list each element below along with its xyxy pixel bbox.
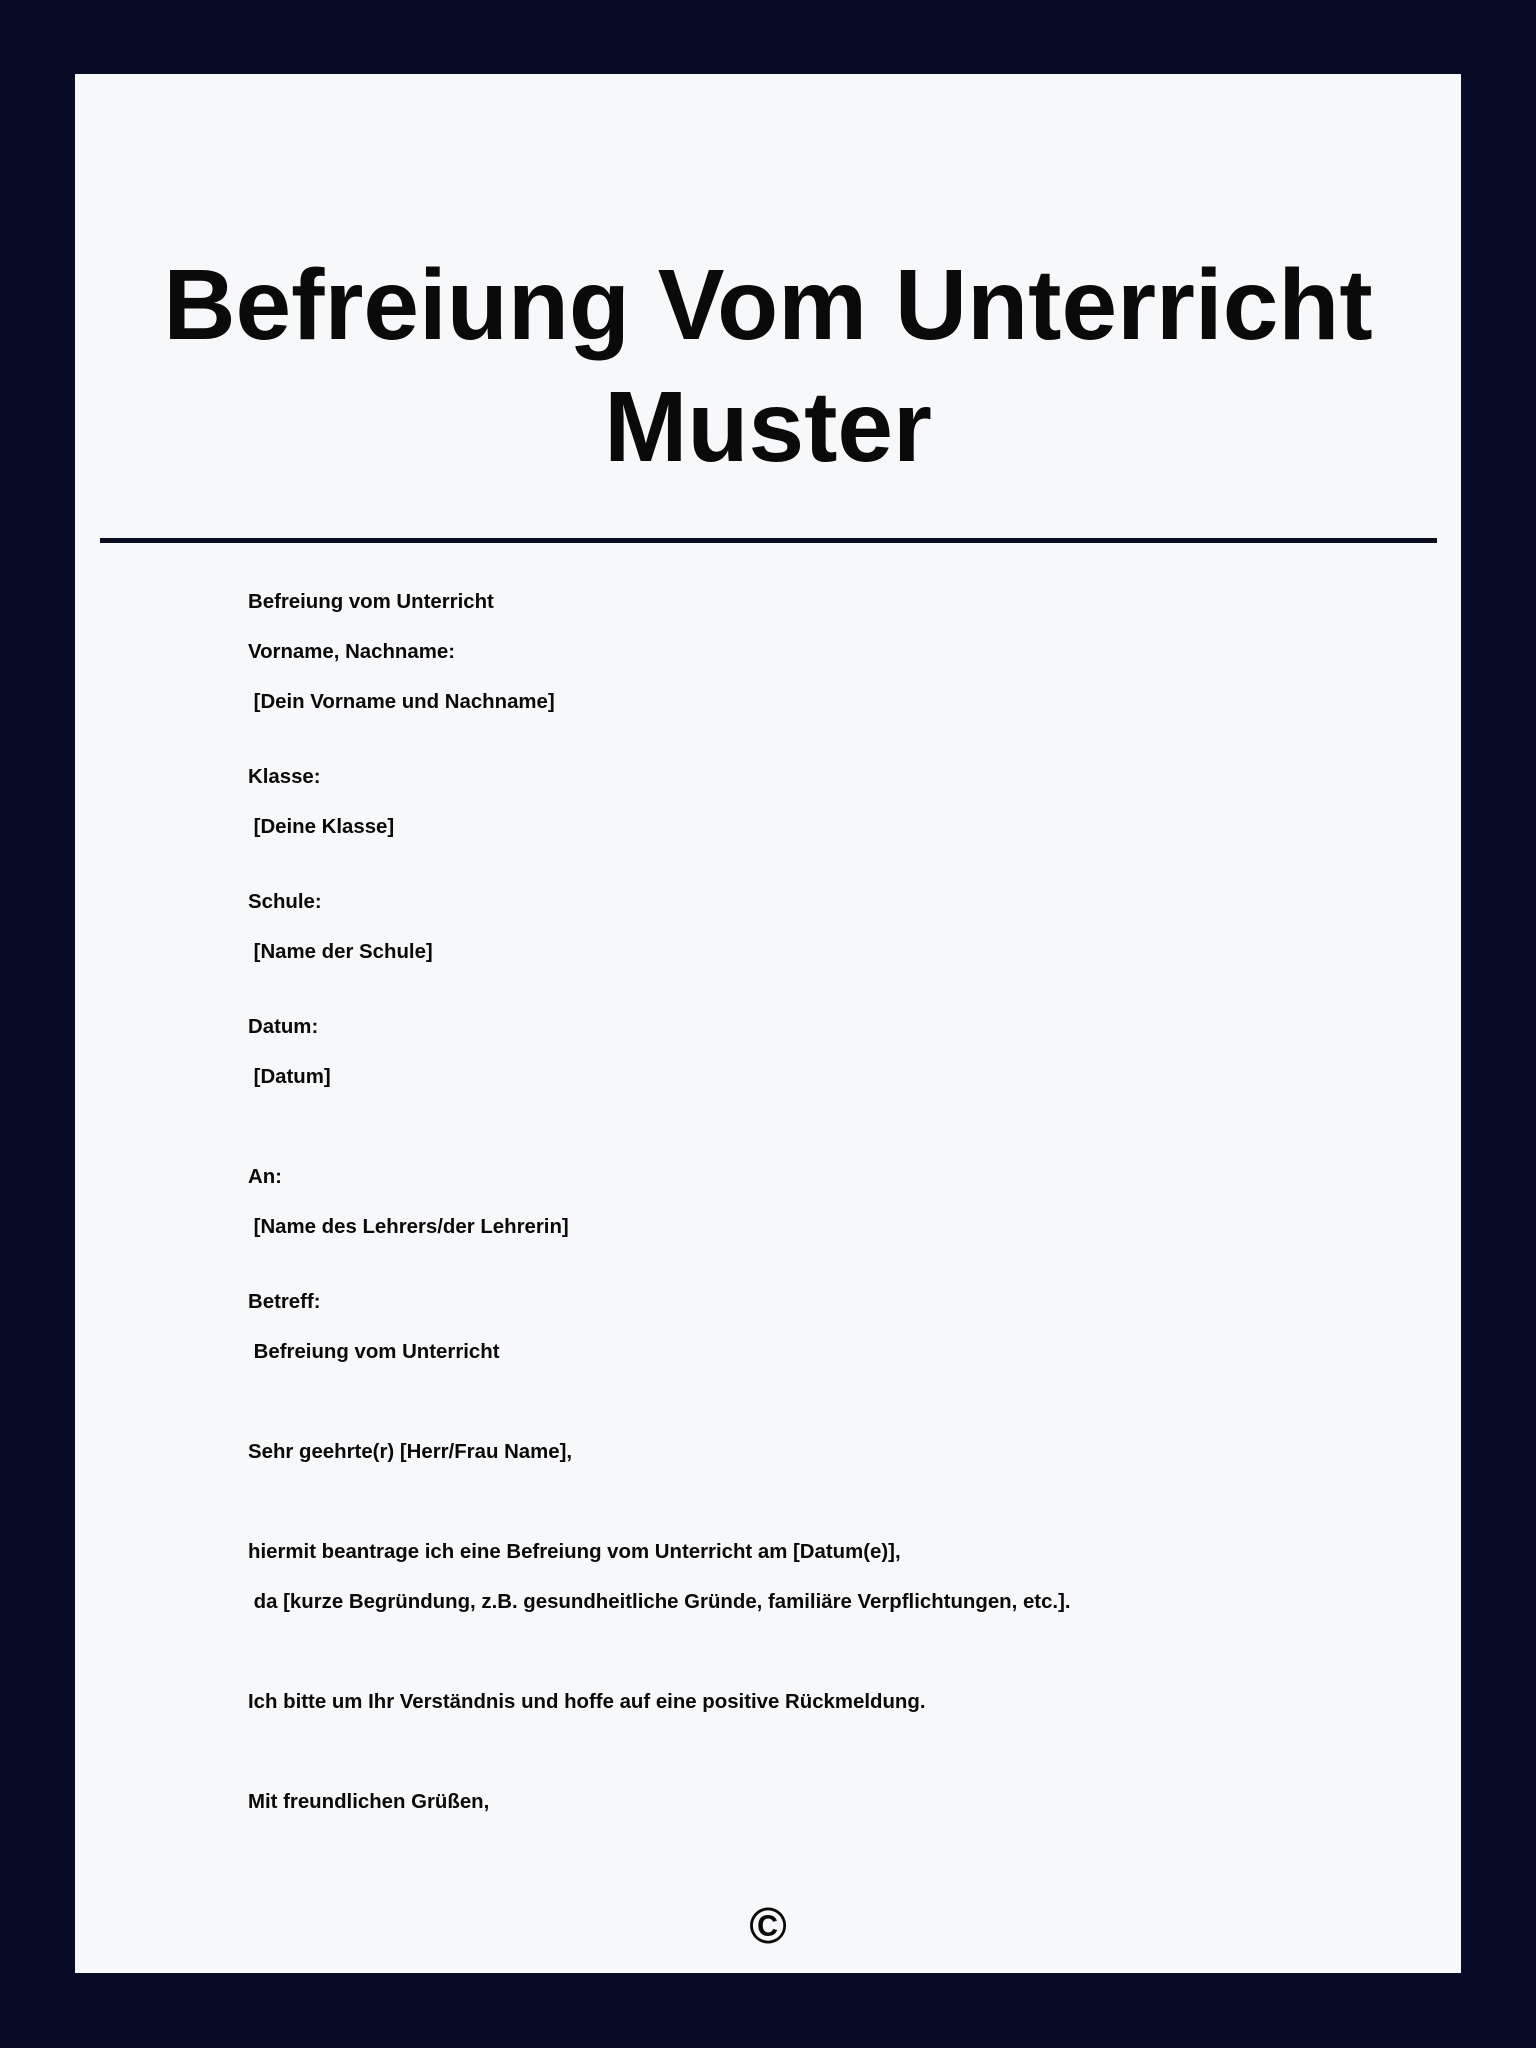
letter-line: Ich bitte um Ihr Verständnis und hoffe auf eine positive Rückmeldung. <box>248 1691 926 1713</box>
letter-line: [Name des Lehrers/der Lehrerin] <box>248 1216 569 1238</box>
letter-line: Datum: <box>248 1016 319 1038</box>
letter-line: [Dein Vorname und Nachname] <box>248 691 555 713</box>
letter-line: Befreiung vom Unterricht <box>248 1341 500 1363</box>
document-card <box>75 74 1461 1973</box>
page-title: Befreiung Vom Unterricht Muster <box>163 249 1373 483</box>
letter-line: Mit freundlichen Grüßen, <box>248 1791 490 1813</box>
letter-line: Klasse: <box>248 766 321 788</box>
letter-line: Schule: <box>248 891 322 913</box>
letter-line: da [kurze Begründung, z.B. gesundheitliche Gründe, familiäre Verpflichtungen, etc.]. <box>248 1591 1071 1613</box>
letter-line: [Datum] <box>248 1066 331 1088</box>
letter-body <box>248 577 1448 1827</box>
letter-line: An: <box>248 1166 282 1188</box>
letter-line: [Deine Klasse] <box>248 816 395 838</box>
letter-line: [Name der Schule] <box>248 941 433 963</box>
letter-line: hiermit beantrage ich eine Befreiung vom Unterricht am [Datum(e)], <box>248 1541 901 1563</box>
letter-line: Sehr geehrte(r) [Herr/Frau Name], <box>248 1441 573 1463</box>
copyright-icon: © <box>749 1897 787 1954</box>
letter-line: Betreff: <box>248 1291 321 1313</box>
letter-line: Befreiung vom Unterricht <box>248 591 494 613</box>
letter-line: Vorname, Nachname: <box>248 641 455 663</box>
title-divider <box>100 538 1437 543</box>
